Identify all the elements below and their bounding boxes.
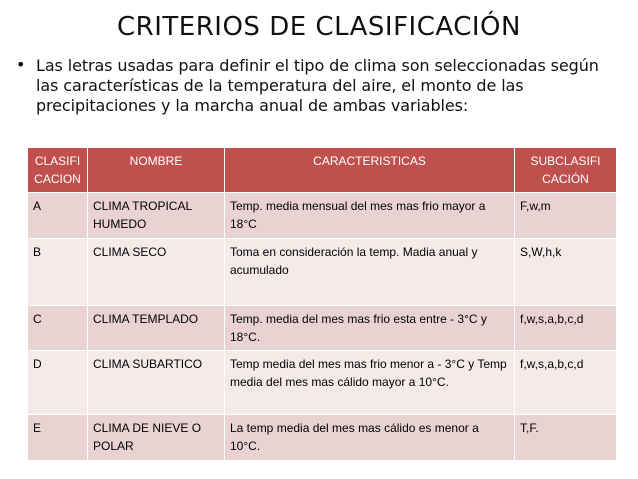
cell-code: B (28, 239, 88, 306)
table-row (28, 193, 617, 239)
table-row (28, 415, 617, 461)
table-row (28, 351, 617, 415)
header-clasificacion-line1: CLASIFI (34, 154, 81, 168)
table-row (28, 306, 617, 351)
header-caracteristicas: CARACTERISTICAS (225, 148, 515, 193)
cell-subclass: T,F. (515, 415, 617, 461)
table-header-row (28, 148, 617, 193)
cell-name: CLIMA DE NIEVE O POLAR (88, 415, 225, 461)
cell-characteristics: Temp. media del mes mas frio esta entre - 3°C y 18°C. (225, 306, 515, 351)
header-nombre: NOMBRE (88, 148, 225, 193)
cell-code: E (28, 415, 88, 461)
header-clasificacion-line2: CACION (34, 172, 81, 186)
cell-name: CLIMA SECO (88, 239, 225, 306)
classification-table (27, 147, 617, 461)
cell-code: C (28, 306, 88, 351)
header-subclasificacion-line2: CACIÓN (542, 172, 589, 186)
header-subclasificacion (515, 148, 617, 193)
cell-name: CLIMA SUBARTICO (88, 351, 225, 415)
cell-code: A (28, 193, 88, 239)
cell-subclass: f,w,s,a,b,c,d (515, 351, 617, 415)
intro-text: Las letras usadas para definir el tipo de clima son seleccionadas según las características de la temperatura del aire, el monto de las precipitaciones y la marcha anual de ambas variables: (36, 56, 599, 115)
header-subclasificacion-line1: SUBCLASIFI (530, 154, 601, 168)
cell-subclass: S,W,h,k (515, 239, 617, 306)
cell-subclass: F,w,m (515, 193, 617, 239)
cell-characteristics: Temp. media mensual del mes mas frio mayor a 18°C (225, 193, 515, 239)
intro-paragraph (16, 55, 616, 116)
slide-title: CRITERIOS DE CLASIFICACIÓN (117, 12, 521, 42)
cell-name: CLIMA TEMPLADO (88, 306, 225, 351)
cell-name: CLIMA TROPICAL HUMEDO (88, 193, 225, 239)
cell-subclass: f,w,s,a,b,c,d (515, 306, 617, 351)
header-clasificacion (28, 148, 88, 193)
bullet-icon: • (16, 55, 26, 74)
cell-characteristics: Toma en consideración la temp. Madia anual y acumulado (225, 239, 515, 306)
cell-code: D (28, 351, 88, 415)
table-row (28, 239, 617, 306)
cell-characteristics: Temp media del mes mas frio menor a - 3°C y Temp media del mes mas cálido mayor a 10°C. (225, 351, 515, 415)
cell-characteristics: La temp media del mes mas cálido es menor a 10°C. (225, 415, 515, 461)
